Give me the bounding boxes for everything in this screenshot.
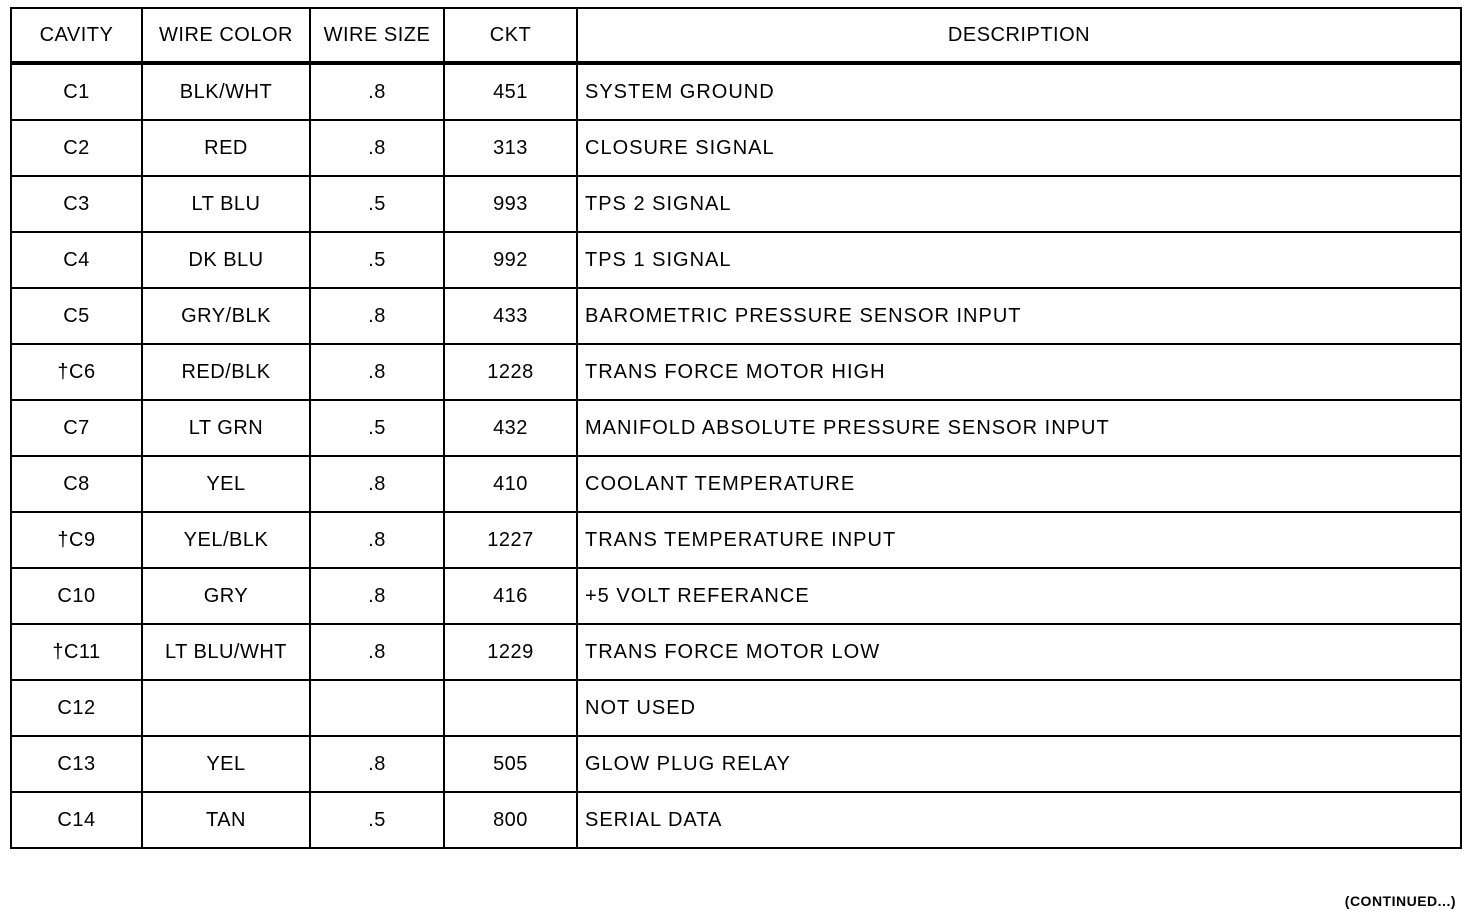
cell-ckt: 433 — [444, 288, 577, 344]
cell-wire-size: .8 — [310, 512, 444, 568]
cell-wire-color: LT BLU/WHT — [142, 624, 310, 680]
connector-pinout-table — [10, 7, 1462, 849]
cell-ckt: 416 — [444, 568, 577, 624]
table-row — [11, 736, 1461, 792]
cell-wire-color: YEL/BLK — [142, 512, 310, 568]
table-row — [11, 344, 1461, 400]
cell-ckt: 410 — [444, 456, 577, 512]
cell-cavity: C4 — [11, 232, 142, 288]
cell-cavity: C14 — [11, 792, 142, 848]
cell-ckt: 451 — [444, 63, 577, 120]
cell-ckt: 800 — [444, 792, 577, 848]
table-row — [11, 680, 1461, 736]
table-row — [11, 512, 1461, 568]
cell-wire-size: .8 — [310, 568, 444, 624]
cell-description: SERIAL DATA — [577, 792, 1461, 848]
cell-description: SYSTEM GROUND — [577, 63, 1461, 120]
table-row — [11, 288, 1461, 344]
cell-cavity: C12 — [11, 680, 142, 736]
cell-wire-color: YEL — [142, 456, 310, 512]
cell-wire-color: LT BLU — [142, 176, 310, 232]
header-cavity: CAVITY — [11, 8, 142, 63]
cell-cavity: C5 — [11, 288, 142, 344]
cell-description: COOLANT TEMPERATURE — [577, 456, 1461, 512]
cell-ckt: 992 — [444, 232, 577, 288]
cell-ckt: 1227 — [444, 512, 577, 568]
cell-wire-color: TAN — [142, 792, 310, 848]
cell-ckt: 505 — [444, 736, 577, 792]
cell-wire-color: YEL — [142, 736, 310, 792]
table-row — [11, 456, 1461, 512]
cell-description: TRANS TEMPERATURE INPUT — [577, 512, 1461, 568]
cell-ckt: 993 — [444, 176, 577, 232]
header-wire-size: WIRE SIZE — [310, 8, 444, 63]
cell-wire-size: .8 — [310, 120, 444, 176]
cell-wire-size: .8 — [310, 344, 444, 400]
cell-description: NOT USED — [577, 680, 1461, 736]
cell-description: GLOW PLUG RELAY — [577, 736, 1461, 792]
cell-ckt: 432 — [444, 400, 577, 456]
cell-wire-size: .8 — [310, 456, 444, 512]
cell-description: MANIFOLD ABSOLUTE PRESSURE SENSOR INPUT — [577, 400, 1461, 456]
cell-description: +5 VOLT REFERANCE — [577, 568, 1461, 624]
continued-note: (CONTINUED...) — [1344, 893, 1456, 909]
cell-wire-color: RED — [142, 120, 310, 176]
cell-cavity: †C9 — [11, 512, 142, 568]
cell-wire-size — [310, 680, 444, 736]
header-description: DESCRIPTION — [577, 8, 1461, 63]
table-row — [11, 176, 1461, 232]
cell-wire-color: BLK/WHT — [142, 63, 310, 120]
cell-description: BAROMETRIC PRESSURE SENSOR INPUT — [577, 288, 1461, 344]
header-row — [11, 8, 1461, 63]
cell-wire-size: .5 — [310, 176, 444, 232]
cell-wire-color: DK BLU — [142, 232, 310, 288]
table-row — [11, 624, 1461, 680]
header-ckt: CKT — [444, 8, 577, 63]
cell-wire-size: .8 — [310, 624, 444, 680]
cell-cavity: C8 — [11, 456, 142, 512]
cell-ckt: 313 — [444, 120, 577, 176]
cell-wire-size: .5 — [310, 400, 444, 456]
header-wire-color: WIRE COLOR — [142, 8, 310, 63]
cell-wire-color: RED/BLK — [142, 344, 310, 400]
cell-wire-size: .5 — [310, 232, 444, 288]
table-row — [11, 792, 1461, 848]
cell-cavity: C3 — [11, 176, 142, 232]
cell-wire-size: .8 — [310, 288, 444, 344]
cell-cavity: C1 — [11, 63, 142, 120]
cell-cavity: C10 — [11, 568, 142, 624]
cell-cavity: C2 — [11, 120, 142, 176]
table-header — [11, 8, 1461, 63]
cell-cavity: C13 — [11, 736, 142, 792]
cell-description: TPS 2 SIGNAL — [577, 176, 1461, 232]
table-body — [11, 63, 1461, 848]
cell-wire-color: LT GRN — [142, 400, 310, 456]
cell-wire-size: .5 — [310, 792, 444, 848]
cell-description: CLOSURE SIGNAL — [577, 120, 1461, 176]
cell-ckt: 1229 — [444, 624, 577, 680]
table-row — [11, 120, 1461, 176]
cell-ckt: 1228 — [444, 344, 577, 400]
cell-wire-size: .8 — [310, 736, 444, 792]
cell-description: TRANS FORCE MOTOR LOW — [577, 624, 1461, 680]
cell-cavity: †C6 — [11, 344, 142, 400]
cell-ckt — [444, 680, 577, 736]
table-row — [11, 400, 1461, 456]
table-row — [11, 63, 1461, 120]
cell-cavity: C7 — [11, 400, 142, 456]
cell-wire-color — [142, 680, 310, 736]
table-row — [11, 568, 1461, 624]
cell-cavity: †C11 — [11, 624, 142, 680]
cell-wire-color: GRY — [142, 568, 310, 624]
cell-wire-color: GRY/BLK — [142, 288, 310, 344]
table-row — [11, 232, 1461, 288]
cell-wire-size: .8 — [310, 63, 444, 120]
cell-description: TPS 1 SIGNAL — [577, 232, 1461, 288]
cell-description: TRANS FORCE MOTOR HIGH — [577, 344, 1461, 400]
